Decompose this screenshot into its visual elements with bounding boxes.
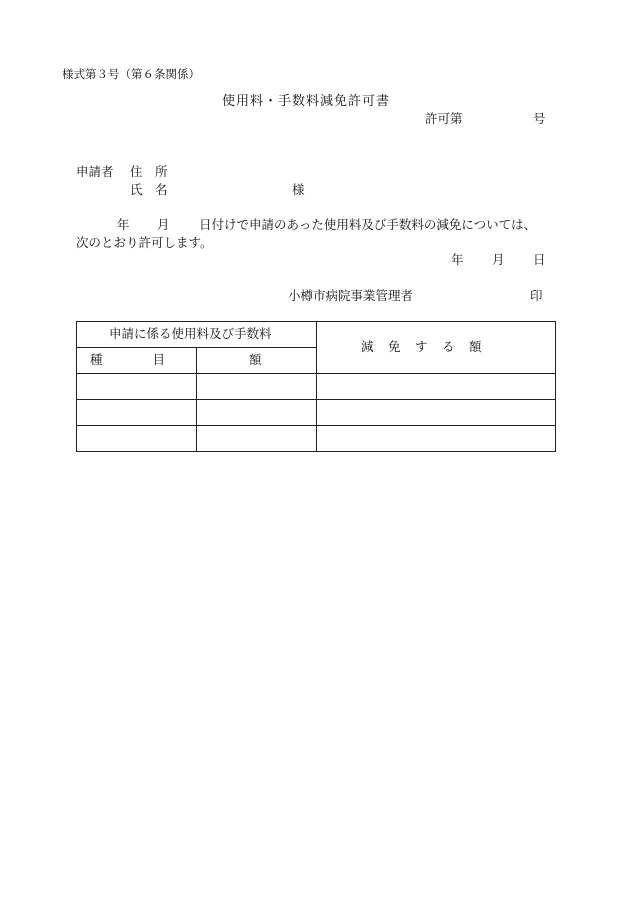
header-type: 種 目 [90,352,166,367]
reduction-table [76,321,556,452]
document-title: 使用料・手数料減免許可書 [222,94,391,109]
name-label: 氏 名 [130,182,168,197]
header-reduction: 減 免 す る 額 [361,339,483,354]
header-amount: 額 [249,352,262,367]
issue-day: 日 [533,252,546,267]
divider-header [76,373,556,374]
address-label: 住 所 [130,164,168,179]
issuer-seal: 印 [530,288,543,303]
honorific: 様 [292,182,305,197]
applicant-label: 申請者 [76,164,114,179]
body-line1: 日付けで申請のあった使用料及び手数料の減免については、 [199,217,537,232]
form-number: 様式第３号（第６条関係） [62,67,200,81]
issue-year: 年 [451,252,464,267]
divider-row-2 [76,425,556,426]
divider-row-1 [76,399,556,400]
issue-month: 月 [492,252,505,267]
permit-number-prefix: 許可第 [425,111,463,126]
header-group: 申請に係る使用料及び手数料 [109,326,272,341]
divider-group-reduction [316,321,317,452]
divider-subheader [76,347,316,348]
body-month: 月 [157,217,170,232]
table-border-right [555,321,556,452]
body-line2: 次のとおり許可します。 [76,235,213,250]
permit-number-suffix: 号 [533,111,546,126]
body-year: 年 [117,217,130,232]
table-border-left [76,321,77,452]
issuer-name: 小樽市病院事業管理者 [288,288,414,303]
